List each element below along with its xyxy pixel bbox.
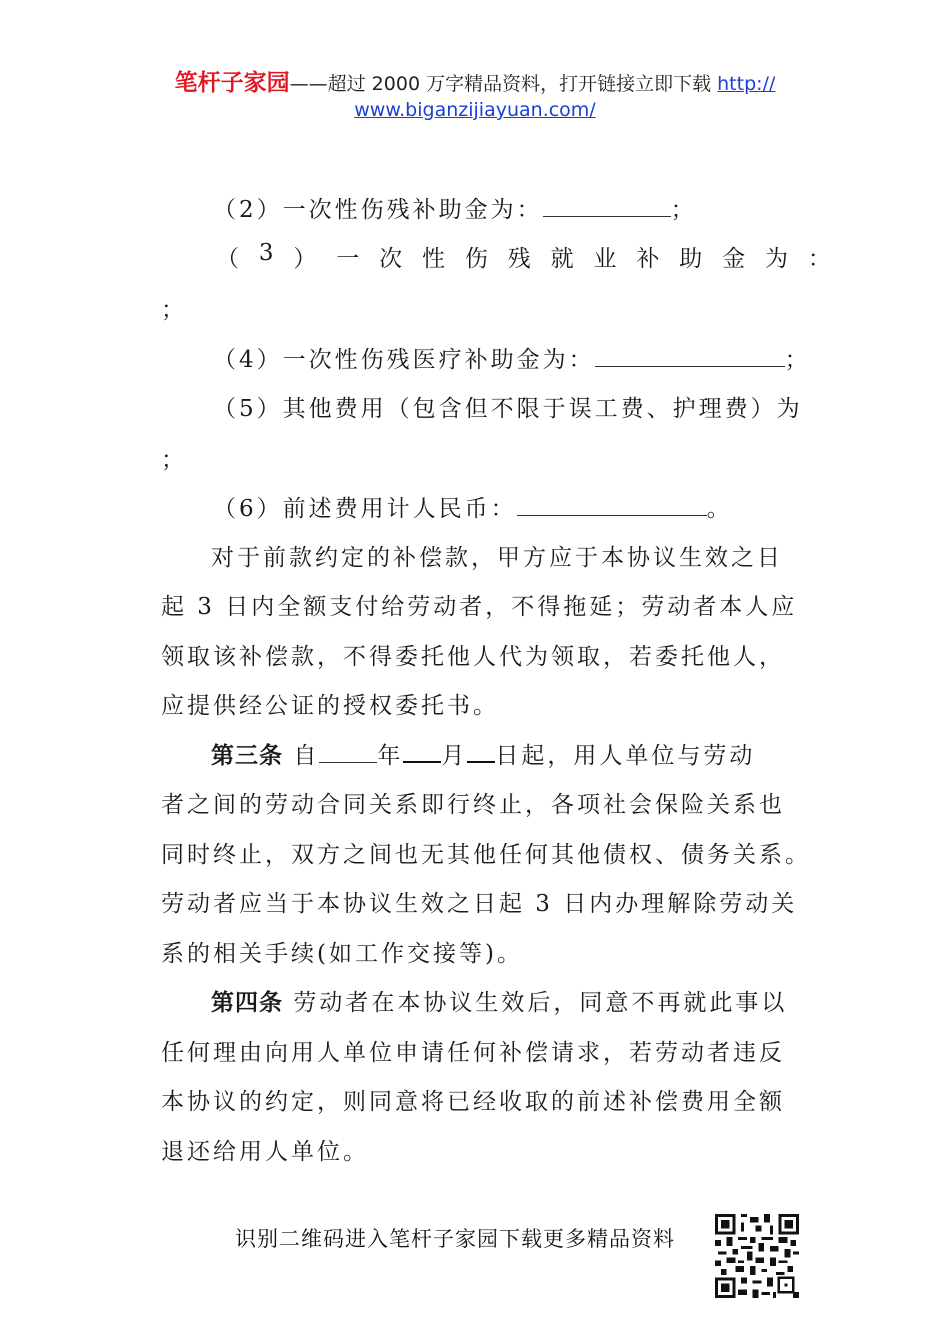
blank-field: [543, 194, 671, 217]
item-3-char: 伤: [464, 246, 488, 272]
item-3-char: ）: [293, 246, 317, 272]
blank-day: [467, 739, 495, 763]
article-3-line: 系的相关手续(如工作交接等)。: [161, 941, 523, 967]
item-3-char: ：: [807, 246, 831, 272]
item-4: [213, 341, 811, 374]
item-4-end: ；: [784, 347, 811, 373]
item-6-text: （6）前述费用计人民币：: [213, 496, 517, 522]
item-3-char: 就: [550, 246, 574, 272]
item-3-end: ；: [161, 297, 187, 323]
footer-text: 识别二维码进入笔杆子家园下载更多精品资料: [235, 1227, 675, 1251]
article-4-first-line: [211, 984, 787, 1017]
item-3-char: 金: [722, 246, 746, 272]
item-3-char: 为: [765, 246, 789, 272]
article-3-line: 劳动者应当于本协议生效之日起 3 日内办理解除劳动关: [161, 891, 798, 917]
article-3-year: 年: [377, 743, 404, 769]
article-4-line: 任何理由向用人单位申请任何补偿请求，若劳动者违反: [161, 1040, 785, 1066]
blank-year: [319, 740, 377, 763]
para1-line: 起 3 日内全额支付给劳动者，不得拖延；劳动者本人应: [161, 594, 798, 620]
article-3-from: 自: [293, 743, 320, 769]
header-tagline: ——超过 2000 万字精品资料，打开链接立即下载: [289, 73, 718, 95]
item-3-char: 残: [507, 246, 531, 272]
article-3-label: 第三条: [211, 743, 283, 769]
blank-field: [517, 493, 707, 516]
item-3: [216, 240, 831, 273]
qr-code-icon[interactable]: [713, 1214, 801, 1298]
item-3-char: 业: [593, 246, 617, 272]
article-3-day-rest: 日起，用人单位与劳动: [495, 743, 756, 769]
item-3-char: （: [216, 246, 239, 272]
brand-name: 笔杆子家园: [174, 70, 290, 96]
para1-line: 对于前款约定的补偿款，甲方应于本协议生效之日: [211, 545, 783, 571]
item-3-char: 补: [636, 246, 660, 272]
article-3-month: 月: [441, 743, 468, 769]
blank-month: [403, 739, 441, 763]
download-link-part1[interactable]: http://: [717, 73, 776, 95]
para1-line: 应提供经公证的授权委托书。: [161, 693, 499, 719]
header-line-1: [0, 70, 950, 97]
item-3-char: 3: [258, 240, 274, 266]
para1-line: 领取该补偿款，不得委托他人代为领取，若委托他人，: [161, 644, 785, 670]
header-line-2: [0, 97, 950, 123]
article-3-line: 者之间的劳动合同关系即行终止，各项社会保险关系也: [161, 792, 785, 818]
article-4-line: 本协议的约定，则同意将已经收取的前述补偿费用全额: [161, 1089, 785, 1115]
item-2-end: ；: [670, 197, 697, 223]
page-header: [0, 70, 950, 123]
article-3-line: 同时终止，双方之间也无其他任何其他债权、债务关系。: [161, 842, 811, 868]
article-3-first-line: [211, 737, 755, 770]
article-4-line: 退还给用人单位。: [161, 1139, 369, 1165]
article-4-label: 第四条: [211, 990, 283, 1016]
item-6-end: 。: [706, 496, 733, 522]
article-4-first: 劳动者在本协议生效后，同意不再就此事以: [293, 990, 788, 1016]
blank-field: [595, 344, 785, 367]
item-2: [213, 191, 697, 224]
item-3-char: 一: [336, 246, 360, 272]
item-5: （5）其他费用（包含但不限于误工费、护理费）为: [213, 396, 803, 422]
download-link-part2[interactable]: www.biganzijiayuan.com/: [354, 99, 596, 121]
item-3-char: 次: [379, 246, 403, 272]
item-2-text: （2）一次性伤残补助金为：: [213, 197, 543, 223]
item-3-char: 助: [679, 246, 703, 272]
item-5-end: ；: [161, 447, 187, 473]
item-4-text: （4）一次性伤残医疗补助金为：: [213, 347, 595, 373]
item-3-char: 性: [422, 246, 446, 272]
item-6: [213, 490, 733, 523]
